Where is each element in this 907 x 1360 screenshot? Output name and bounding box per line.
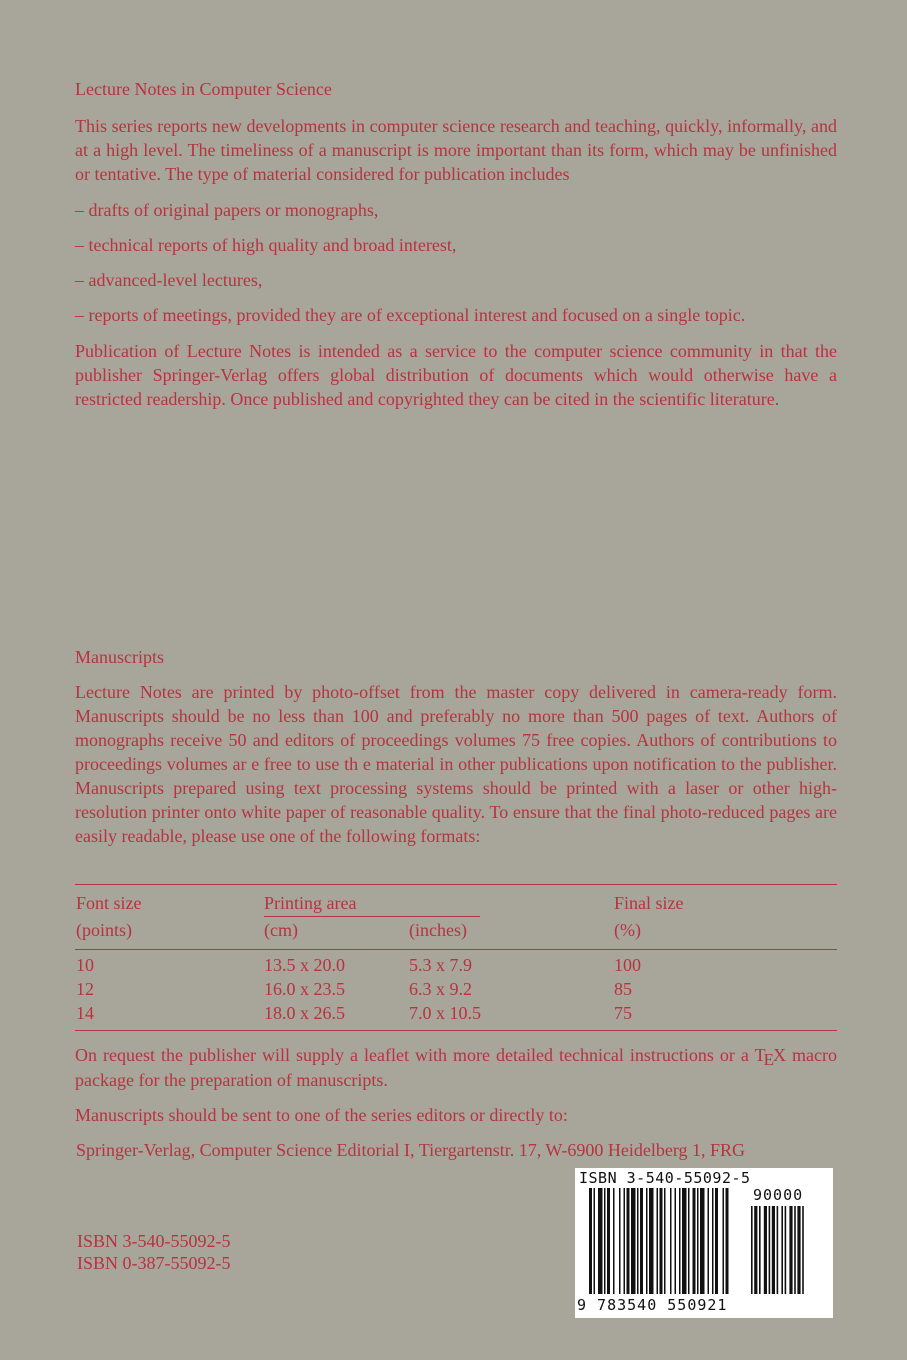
- barcode-bar: [679, 1188, 681, 1294]
- table-row-2-cm: 16.0 x 23.5: [264, 979, 345, 999]
- barcode-bar: [589, 1188, 592, 1294]
- barcode-bar: [700, 1188, 705, 1294]
- header-cm: (cm): [264, 920, 298, 940]
- barcode-bar: [688, 1188, 690, 1294]
- send-to-text: Manuscripts should be sent to one of the series editors or directly to:: [75, 1105, 568, 1125]
- series-item-1: – drafts of original papers or monographs,: [75, 200, 379, 220]
- series-title: Lecture Notes in Computer Science: [75, 79, 332, 99]
- barcode-addon-bar: [764, 1206, 767, 1294]
- table-row-2-font: 12: [76, 979, 94, 999]
- barcode-bar: [697, 1188, 699, 1294]
- barcode-addon-bar: [769, 1206, 771, 1294]
- header-font-size: Font size: [76, 893, 142, 913]
- barcode-addon-bar: [802, 1206, 804, 1294]
- barcode-bar: [598, 1188, 603, 1294]
- request-text-after: macro package for the preparation of manuscripts.: [75, 1045, 837, 1090]
- tex-x-letter: X: [773, 1045, 786, 1065]
- series-intro: This series reports new developments in computer science research and teaching, quickly, informally, and at a high level. The timeliness of a manuscript is more important than its form, which may be unfinished or tentative. The type of material considered for publication includes: [75, 116, 837, 184]
- barcode-addon-bar: [754, 1206, 757, 1294]
- isbn-barcode: [575, 1168, 833, 1318]
- barcode-bar: [646, 1188, 648, 1294]
- barcode-bar: [627, 1188, 630, 1294]
- barcode-bar: [607, 1188, 610, 1294]
- barcode-bar: [660, 1188, 663, 1294]
- tex-e-letter: E: [763, 1050, 774, 1069]
- barcode-bar: [723, 1188, 725, 1294]
- table-row-1-inches: 5.3 x 7.9: [409, 955, 472, 975]
- table-row-3-inches: 7.0 x 10.5: [409, 1003, 481, 1023]
- isbn-line-1: ISBN 3-540-55092-5: [77, 1231, 231, 1251]
- barcode-addon-bar: [797, 1206, 800, 1294]
- barcode-bar: [619, 1188, 621, 1294]
- series-body: [75, 114, 837, 186]
- series-section: [75, 78, 837, 100]
- barcode-bar: [726, 1188, 729, 1294]
- table-row-3-font: 14: [76, 1003, 94, 1023]
- table-top-rule: [75, 884, 837, 885]
- table-row-3-final: 75: [614, 1003, 632, 1023]
- address-block: [76, 1138, 838, 1162]
- manuscripts-heading-block: [75, 646, 837, 668]
- printing-area-rule: [264, 916, 480, 917]
- isbn-line-2: ISBN 0-387-55092-5: [77, 1253, 231, 1273]
- table-bottom-rule: [75, 1030, 837, 1031]
- barcode-addon-bar: [785, 1206, 787, 1294]
- table-row-2-inches: 6.3 x 9.2: [409, 979, 472, 999]
- barcode-isbn-text: ISBN 3-540-55092-5: [579, 1169, 751, 1187]
- table-row-1-font: 10: [76, 955, 94, 975]
- request-text: On request the publisher will supply a leaflet with more detailed technical instructions or a T: [75, 1045, 766, 1065]
- table-row-3-cm: 18.0 x 26.5: [264, 1003, 345, 1023]
- manuscripts-title: Manuscripts: [75, 647, 164, 667]
- barcode-addon-bar: [777, 1206, 779, 1294]
- publisher-address: Springer-Verlag, Computer Science Editorial I, Tiergartenstr. 17, W-6900 Heidelberg 1, FRG: [76, 1140, 746, 1160]
- barcode-bar: [631, 1188, 636, 1294]
- barcode-addon-bar: [772, 1206, 775, 1294]
- manuscripts-body: Lecture Notes are printed by photo-offset from the master copy delivered in camera-ready form. Manuscripts should be no less than 100 and preferably no more than 500 pages of text. Authors of monographs receive 50 and editors of proceedings volumes 75 free copies. Authors of contributions to proceedings volumes ar e free to use th e material in other publications upon notification to the publisher. Manuscripts prepared using text processing systems should be printed with a laser or other high-resolution printer onto white paper of reasonable quality. To ensure that the final photo-reduced pages are easily readable, please use one of the following formats:: [75, 682, 837, 846]
- barcode-bar: [712, 1188, 714, 1294]
- barcode-addon-bar: [781, 1206, 783, 1294]
- barcode-bar: [715, 1188, 718, 1294]
- barcode-bar: [594, 1188, 596, 1294]
- table-row-1-final: 100: [614, 955, 641, 975]
- barcode-bar: [657, 1188, 659, 1294]
- series-item-4: – reports of meetings, provided they are of exceptional interest and focused on a single topic.: [75, 305, 746, 325]
- barcode-bar: [682, 1188, 687, 1294]
- barcode-addon-digits: 90000: [753, 1186, 804, 1204]
- request-paragraph: [75, 1043, 837, 1092]
- barcode-addon-bar: [789, 1206, 792, 1294]
- barcode-bar: [664, 1188, 666, 1294]
- barcode-ean-digits: 9 783540 550921: [577, 1296, 728, 1314]
- barcode-bar: [637, 1188, 639, 1294]
- series-item-3: – advanced-level lectures,: [75, 270, 263, 290]
- header-inches: (inches): [409, 920, 467, 940]
- barcode-bar: [649, 1188, 654, 1294]
- barcode-bar: [675, 1188, 677, 1294]
- barcode-addon-bar: [759, 1206, 761, 1294]
- barcode-bar: [670, 1188, 672, 1294]
- barcode-bar: [693, 1188, 696, 1294]
- barcode-bar: [640, 1188, 643, 1294]
- header-final-size: Final size: [614, 893, 684, 913]
- header-points: (points): [76, 920, 132, 940]
- barcode-addon-bar: [751, 1206, 753, 1294]
- header-printing-area: Printing area: [264, 893, 357, 913]
- table-row-2-final: 85: [614, 979, 632, 999]
- barcode-bar: [624, 1188, 626, 1294]
- barcode-bar: [613, 1188, 615, 1294]
- table-header-rule: [75, 949, 837, 950]
- series-item-2: – technical reports of high quality and broad interest,: [75, 235, 457, 255]
- send-to-block: [75, 1103, 837, 1127]
- publication-paragraph: Publication of Lecture Notes is intended as a service to the computer science community in that the publisher Springer-Verlag offers global distribution of documents which would otherwise have a restricted readership. Once published and copyrighted they can be cited in the scientific literature.: [75, 341, 837, 409]
- barcode-bar: [708, 1188, 710, 1294]
- header-percent: (%): [614, 920, 641, 940]
- barcode-addon-bar: [794, 1206, 796, 1294]
- barcode-bar: [604, 1188, 606, 1294]
- table-row-1-cm: 13.5 x 20.0: [264, 955, 345, 975]
